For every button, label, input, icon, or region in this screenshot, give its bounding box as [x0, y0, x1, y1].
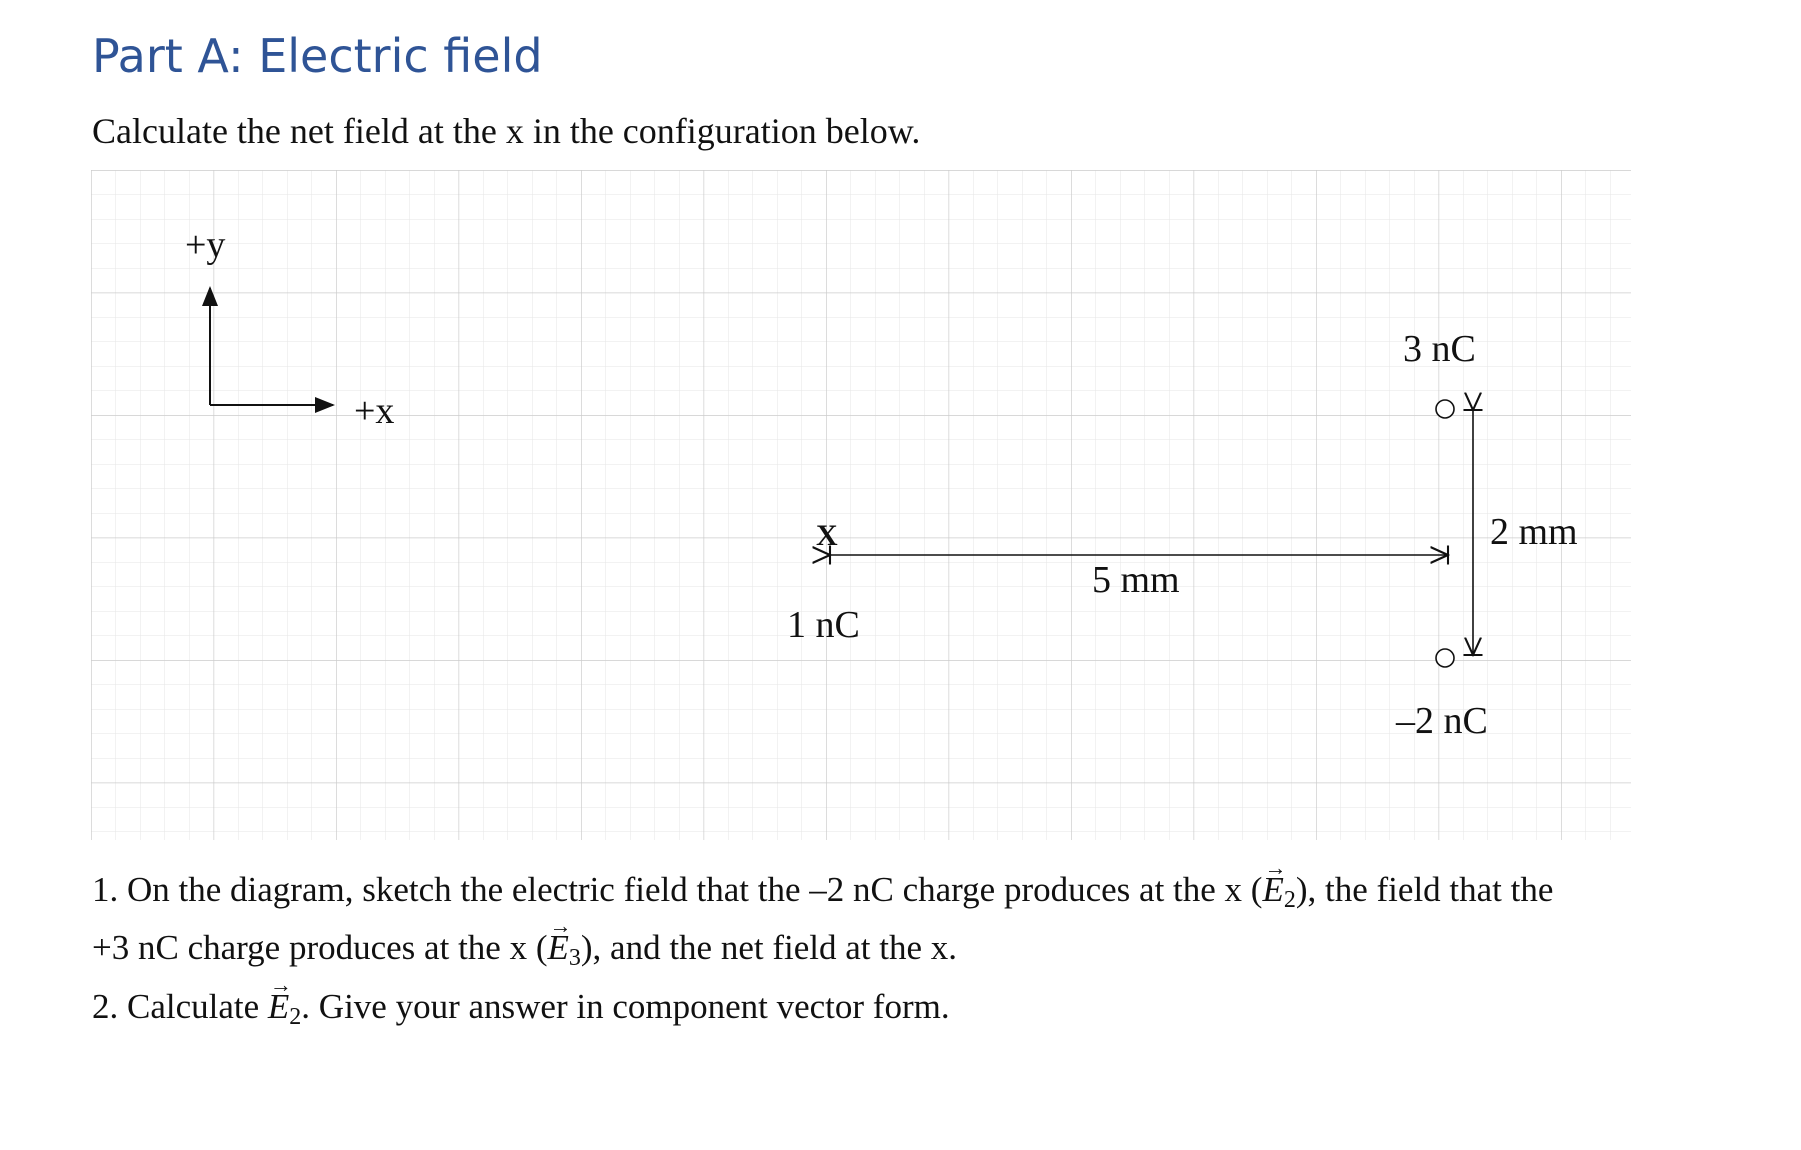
q1-text-mid: ), the field that the: [1295, 870, 1554, 909]
vertical-distance-label: 2 mm: [1490, 511, 1578, 553]
q2-text-end: . Give your answer in component vector form.: [301, 987, 950, 1026]
charge-1nc-label: 1 nC: [787, 604, 860, 646]
q1-text-end: ), and the net field at the x.: [580, 928, 957, 967]
q2-text-start: 2. Calculate: [92, 987, 268, 1026]
q1-text-start: 1. On the diagram, sketch the electric field that the –2 nC charge produces at the x (: [92, 870, 1263, 909]
section-title: Part A: Electric field: [92, 29, 543, 83]
vector-e2-q2: → $E_2$: [268, 983, 301, 1041]
vector-e3: → $E_3$: [547, 924, 580, 982]
vector-e2: → $E_2$: [1262, 866, 1295, 924]
q1-text-line2: +3 nC charge produces at the x (: [92, 928, 548, 967]
question-2: [92, 983, 950, 1041]
charge-bottom-circle: [1436, 649, 1454, 667]
charge-top-label: 3 nC: [1403, 328, 1476, 370]
point-x-marker: X: [816, 519, 838, 552]
charge-bottom-label: –2 nC: [1396, 700, 1488, 742]
y-axis-label: +y: [185, 224, 226, 266]
x-axis-label: +x: [354, 390, 395, 432]
horizontal-distance-label: 5 mm: [1092, 559, 1180, 601]
charge-top-circle: [1436, 400, 1454, 418]
intro-text: Calculate the net field at the x in the configuration below.: [92, 111, 921, 151]
question-1: [92, 866, 1553, 982]
